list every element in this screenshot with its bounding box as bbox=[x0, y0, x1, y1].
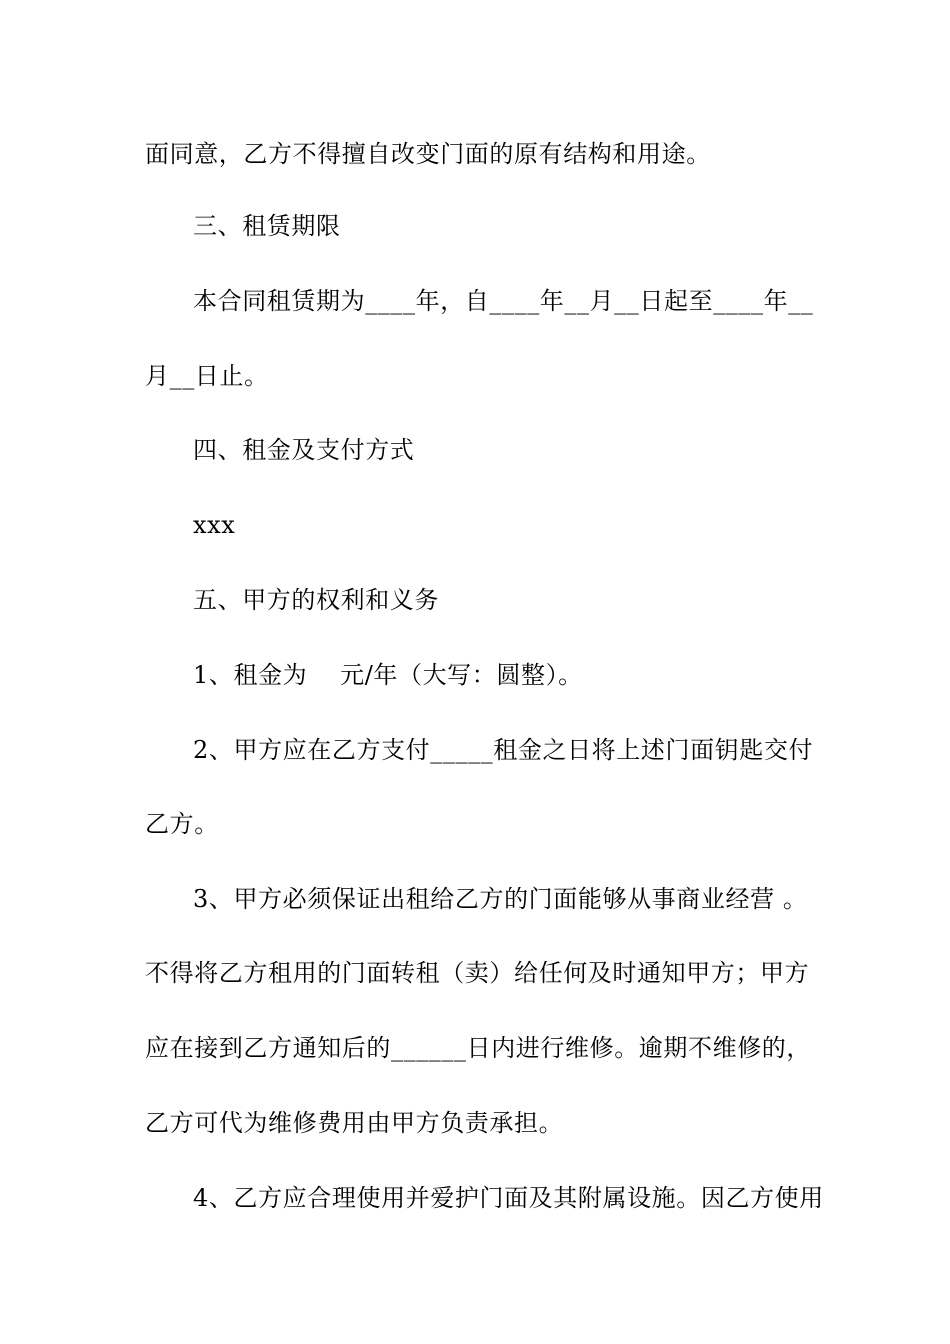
paragraph-line: 1、租金为 元/年（大写：圆整）。 bbox=[193, 661, 583, 689]
section-heading: 四、租金及支付方式 bbox=[193, 436, 415, 464]
paragraph-line: 2、甲方应在乙方支付_____租金之日将上述门面钥匙交付 bbox=[193, 736, 814, 764]
section-heading: 五、甲方的权利和义务 bbox=[193, 586, 439, 614]
paragraph-line: 不得将乙方租用的门面转租（卖）给任何及时通知甲方；甲方 bbox=[145, 959, 810, 987]
paragraph-line: 乙方。 bbox=[145, 810, 219, 838]
paragraph-line: 面同意，乙方不得擅自改变门面的原有结构和用途。 bbox=[145, 140, 711, 168]
paragraph-line: 3、甲方必须保证出租给乙方的门面能够从事商业经营 。 bbox=[193, 885, 808, 913]
paragraph-line: 4、乙方应合理使用并爱护门面及其附属设施。因乙方使用 bbox=[193, 1184, 824, 1212]
paragraph-line: 乙方可代为维修费用由甲方负责承担。 bbox=[145, 1109, 564, 1137]
section-heading: 三、租赁期限 bbox=[193, 212, 341, 240]
paragraph-line: 本合同租赁期为____年，自____年__月__日起至____年__ bbox=[193, 287, 814, 315]
paragraph-line: 应在接到乙方通知后的______日内进行维修。逾期不维修的， bbox=[145, 1034, 811, 1062]
paragraph-line: xxx bbox=[193, 511, 236, 539]
paragraph-line: 月__日止。 bbox=[145, 362, 269, 390]
